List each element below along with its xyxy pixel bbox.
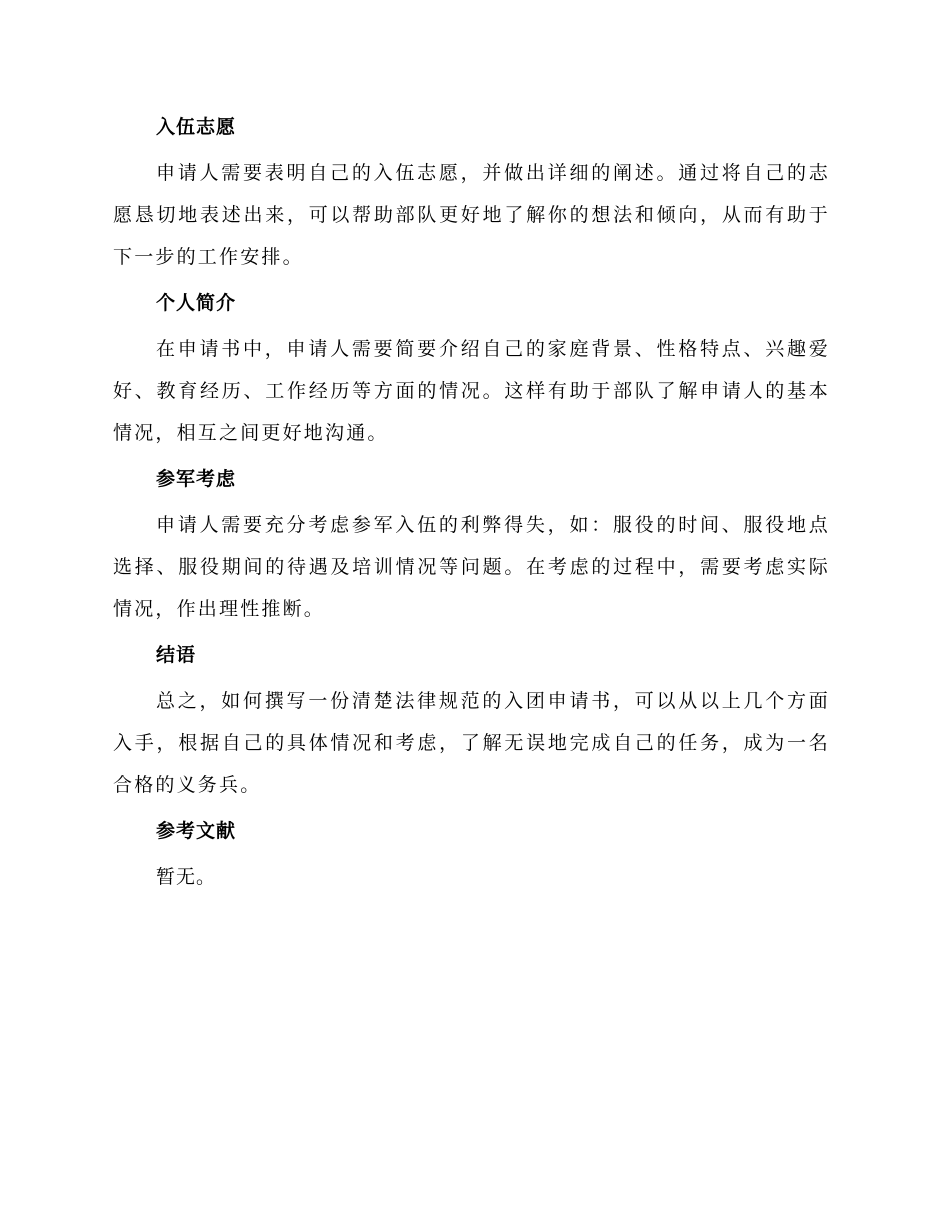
section-body-personal-profile: 在申请书中，申请人需要简要介绍自己的家庭背景、性格特点、兴趣爱好、教育经历、工作经历等方面的情况。这样有助于部队了解申请人的基本情况，相互之间更好地沟通。: [113, 338, 830, 444]
section-heading-conclusion: 结语: [156, 644, 197, 666]
document-content: [113, 108, 830, 904]
section-heading-enlistment-intent: 入伍志愿: [156, 116, 237, 138]
section-body-enlistment-intent: 申请人需要表明自己的入伍志愿，并做出详细的阐述。通过将自己的志愿恳切地表述出来，可以帮助部队更好地了解你的想法和倾向，从而有助于下一步的工作安排。: [113, 162, 830, 268]
section-heading-military-considerations: 参军考虑: [156, 468, 237, 490]
section-body-references: 暂无。: [156, 866, 217, 888]
section-body-military-considerations: 申请人需要充分考虑参军入伍的利弊得失，如：服役的时间、服役地点选择、服役期间的待遇及培训情况等问题。在考虑的过程中，需要考虑实际情况，作出理性推断。: [113, 514, 830, 620]
section-body-conclusion: 总之，如何撰写一份清楚法律规范的入团申请书，可以从以上几个方面入手，根据自己的具体情况和考虑，了解无误地完成自己的任务，成为一名合格的义务兵。: [113, 690, 830, 796]
section-heading-personal-profile: 个人简介: [156, 292, 237, 314]
section-heading-references: 参考文献: [156, 820, 237, 842]
